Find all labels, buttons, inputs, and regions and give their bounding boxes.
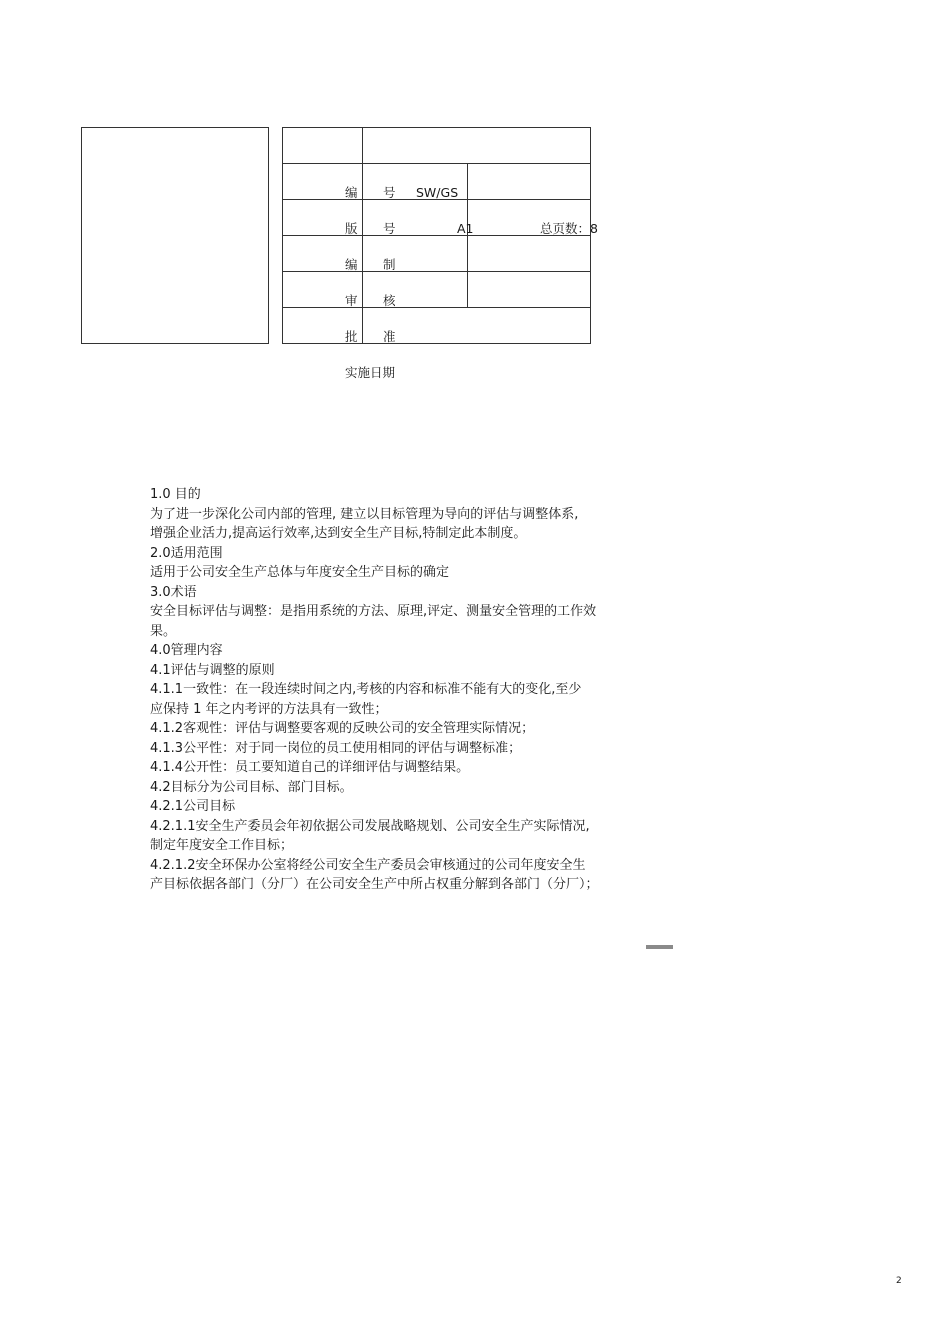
logo-box [81, 127, 269, 344]
effective-date-label: 实施日期 [345, 365, 396, 380]
body-line: 4.1.1一致性：在一段连续时间之内,考核的内容和标准不能有大的变化,至少 [150, 682, 582, 697]
version-value: A1 [457, 221, 474, 236]
body-line: 4.2.1.1安全生产委员会年初依据公司发展战略规划、公司安全生产实际情况, [150, 819, 590, 834]
body-line: 4.2.1公司目标 [150, 799, 236, 814]
reviewed-label-2: 核 [383, 293, 396, 308]
body-line: 果。 [150, 624, 177, 639]
body-line: 3.0术语 [150, 585, 197, 600]
page-number: 2 [896, 1276, 902, 1286]
number-label-1: 编 [345, 185, 358, 200]
version-label-2: 号 [383, 221, 396, 236]
body-line: 4.2目标分为公司目标、部门目标。 [150, 780, 353, 795]
compiled-label-2: 制 [383, 257, 396, 272]
table-rule [282, 271, 591, 272]
compiled-label-1: 编 [345, 257, 358, 272]
table-rule [282, 307, 591, 308]
body-line: 为了进一步深化公司内部的管理, 建立以目标管理为导向的评估与调整体系, [150, 507, 579, 522]
total-pages: 总页数：8 [540, 221, 598, 236]
version-label-1: 版 [345, 221, 358, 236]
body-line: 适用于公司安全生产总体与年度安全生产目标的确定 [150, 565, 450, 580]
divider-bar [646, 945, 673, 949]
body-line: 4.1.3公平性：对于同一岗位的员工使用相同的评估与调整标准； [150, 741, 522, 756]
body-line: 产目标依据各部门（分厂）在公司安全生产中所占权重分解到各部门（分厂）； [150, 877, 599, 892]
approved-label-2: 准 [383, 329, 396, 344]
body-line: 4.1评估与调整的原则 [150, 663, 275, 678]
body-line: 制定年度安全工作目标； [150, 838, 294, 853]
number-label-2: 号 [383, 185, 396, 200]
approved-label-1: 批 [345, 329, 358, 344]
reviewed-label-1: 审 [345, 293, 358, 308]
body-line: 4.0管理内容 [150, 643, 223, 658]
body-line: 应保持 1 年之内考评的方法具有一致性； [150, 702, 388, 717]
number-value: SW/GS [416, 185, 459, 200]
body-line: 安全目标评估与调整：是指用系统的方法、原理,评定、测量安全管理的工作效 [150, 604, 597, 619]
body-line: 2.0适用范围 [150, 546, 223, 561]
body-line: 4.2.1.2安全环保办公室将经公司安全生产委员会审核通过的公司年度安全生 [150, 858, 586, 873]
body-line: 4.1.4公开性：员工要知道自己的详细评估与调整结果。 [150, 760, 470, 775]
table-rule [362, 127, 363, 344]
body-line: 4.1.2客观性：评估与调整要客观的反映公司的安全管理实际情况； [150, 721, 535, 736]
table-rule [282, 163, 591, 164]
body-line: 1.0 目的 [150, 487, 201, 502]
body-line: 增强企业活力,提高运行效率,达到安全生产目标,特制定此本制度。 [150, 526, 527, 541]
